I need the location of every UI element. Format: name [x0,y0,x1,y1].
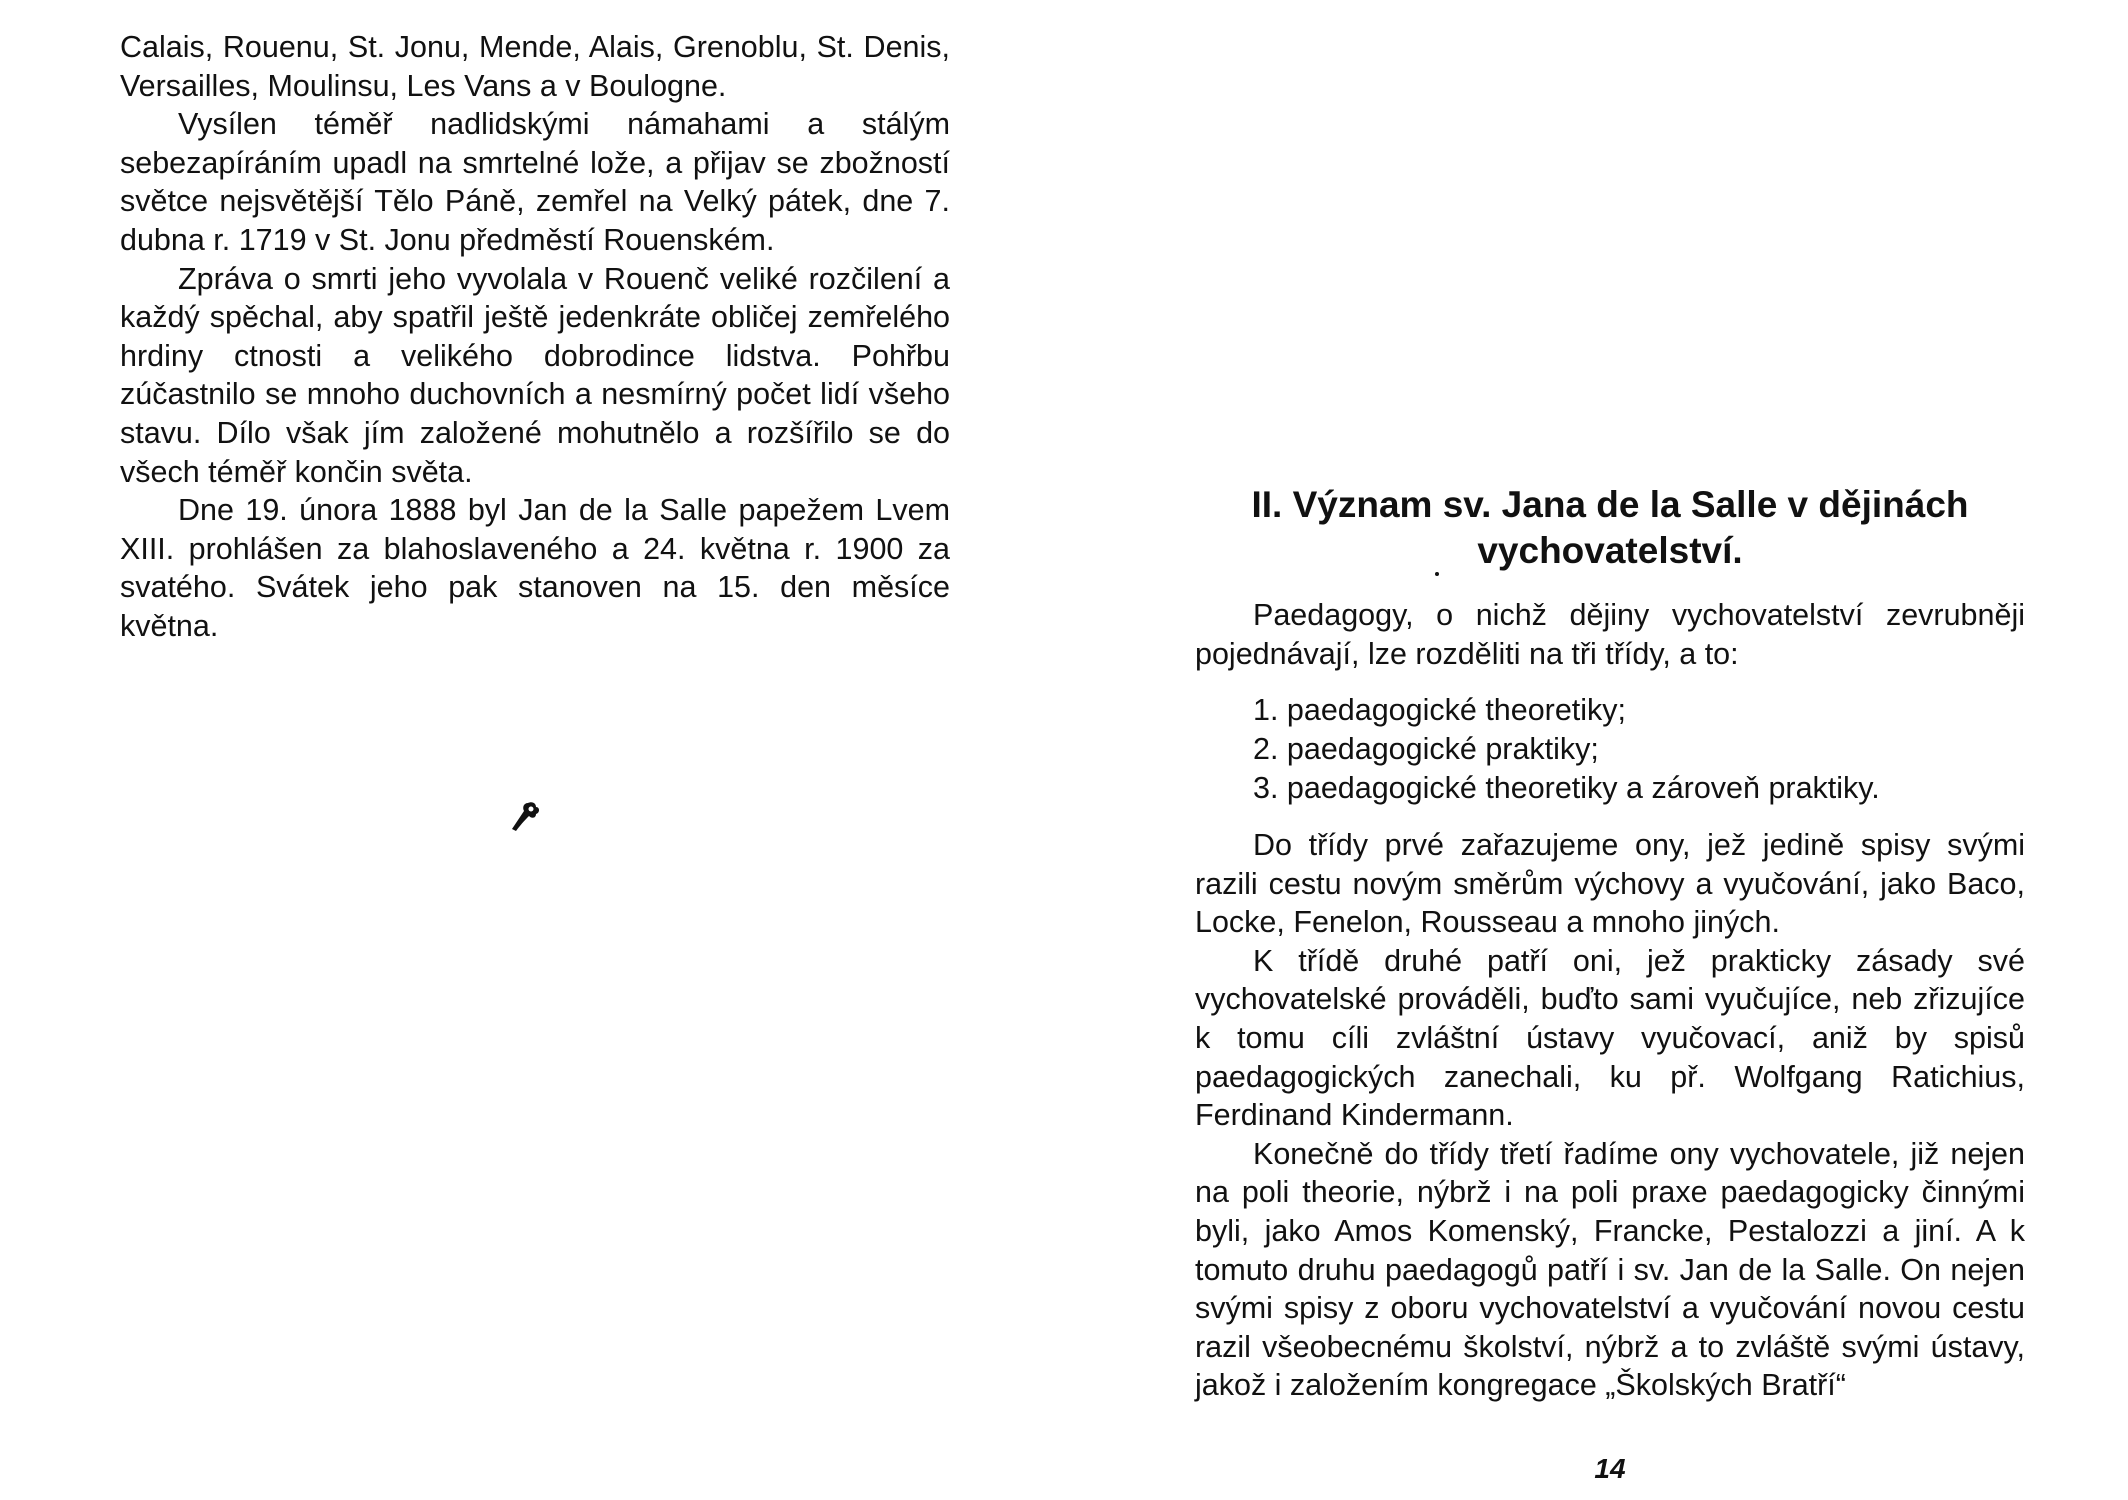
right-paragraph-1: Do třídy prvé zařazujeme ony, jež jedině spisy svými razili cestu novým směrům výchovy a vyučování, jako Baco, Locke, Fenelon, Rousseau a mnoho jiných. [1195,828,2025,940]
chapter-heading: II. Význam sv. Jana de la Salle v dějinách vychovatelství. [1251,484,1969,571]
right-paragraph-2: K třídě druhé patří oni, jež prakticky zásady své vychovatelské prováděli, buďto sami vyučujíce, neb zřizujíce k tomu cíli zvláštní ústavy vyučovací, aniž by spisů paedagogických zanechali, ku př. Wolfgang Ratichius, Ferdinand Kindermann. [1195,943,2025,1133]
right-page-body [1195,826,2025,1405]
right-paragraph-3: Konečně do třídy třetí řadíme ony vychovatele, již nejen na poli theorie, nýbrž i na poli praxe paedagogicky činnými byli, jako Amos Komenský, Francke, Pestalozzi a jiní. A k tomuto druhu paedagogů patří i sv. Jan de la Salle. On nejen svými spisy z oboru vychovatelství a vyučování novou cestu razil všeobecnému školství, nýbrž a to zvláště svými ústavy, jakož i založením kongregace „Školských Bratří“ [1195,1136,2025,1403]
list-item: 2. paedagogické praktiky; [1253,732,1599,766]
page-number: 14 [1594,1453,1626,1484]
list-item: 3. paedagogické theoretiky a zároveň praktiky. [1253,771,1880,805]
heading-dot [1435,572,1439,576]
left-page-text [120,28,950,646]
left-paragraph-2: Vysílen téměř nadlidskými námahami a stálým sebezapíráním upadl na smrtelné lože, a přijav se zbožností světce nejsvětější Tělo Páně, zemřel na Velký pátek, dne 7. dubna r. 1719 v St. Jonu předměstí Rouenském. [120,107,950,257]
fleuron-icon [506,795,546,835]
left-paragraph-3: Zpráva o smrti jeho vyvolala v Rouenč veliké rozčilení a každý spěchal, aby spatřil ještě jedenkráte obličej zemřelého hrdiny ctnosti a velikého dobrodince lidstva. Pohřbu zúčastnilo se mnoho duchovních a nesmírný počet lidí všeho stavu. Dílo však jím založené mohutnělo a rozšířilo se do všech téměř končin světa. [120,261,950,489]
list-item: 1. paedagogické theoretiky; [1253,693,1627,727]
intro-block [1195,596,2025,673]
left-paragraph-1: Calais, Rouenu, St. Jonu, Mende, Alais, Grenoblu, St. Denis, Versailles, Moulinsu, Les Vans a v Boulogne. [120,30,950,103]
intro-paragraph: Paedagogy, o nichž dějiny vychovatelství zevrubněji pojednávají, lze rozděliti na tři třídy, a to: [1195,598,2025,671]
left-paragraph-4: Dne 19. února 1888 byl Jan de la Salle papežem Lvem XIII. prohlášen za blahoslaveného a 24. května r. 1900 za svatého. Svátek jeho pak stanoven na 15. den měsíce května. [120,493,950,643]
classification-list [1253,691,2023,808]
